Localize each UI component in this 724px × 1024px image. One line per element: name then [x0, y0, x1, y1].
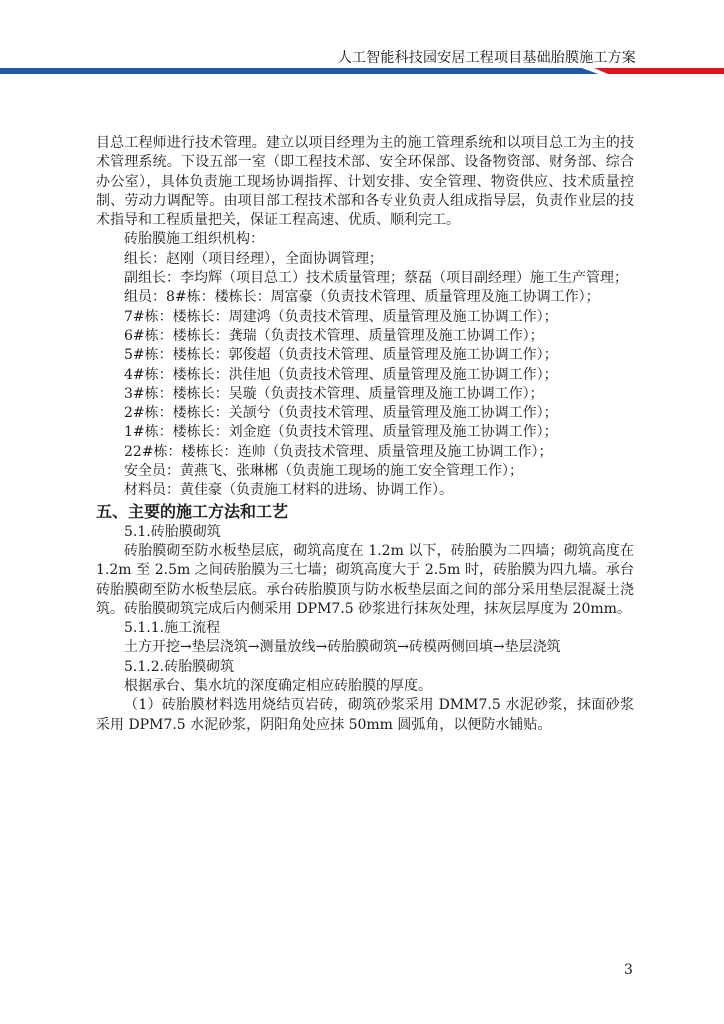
document-header-title: 人工智能科技园安居工程项目基础胎膜施工方案 — [337, 50, 636, 66]
page-number: 3 — [624, 962, 633, 978]
org-line-safety: 安全员：黄燕飞、张琳郴（负责施工现场的施工安全管理工作）； — [124, 463, 523, 480]
org-line-member-8: 组员：8#栋：楼栋长：周富豪（负责技术管理、质量管理及施工协调工作）； — [124, 289, 600, 306]
org-line-member-2: 2#栋：楼栋长：关颉兮（负责技术管理、质量管理及施工协调工作）； — [124, 405, 558, 422]
org-line-member-4: 4#栋：楼栋长：洪佳旭（负责技术管理、质量管理及施工协调工作）； — [124, 366, 558, 383]
subsection-5-1-2-text-1: 根据承台、集水坑的深度确定相应砖胎膜的厚度。 — [124, 678, 432, 695]
org-line-member-7: 7#栋：楼栋长：周建鸿（负责技术管理、质量管理及施工协调工作）； — [124, 308, 558, 325]
header-divider-bar — [0, 68, 724, 74]
header-bar-red — [594, 68, 724, 74]
section-5-heading: 五、主要的施工方法和工艺 — [96, 501, 289, 521]
org-line-member-6: 6#栋：楼栋长：龚瑞（负责技术管理、质量管理及施工协调工作）； — [124, 327, 544, 344]
org-line-member-5: 5#栋：楼栋长：郭俊超（负责技术管理、质量管理及施工协调工作）； — [124, 347, 558, 364]
org-line-member-3: 3#栋：楼栋长：吴璇（负责技术管理、质量管理及施工协调工作）； — [124, 385, 544, 402]
header-bar-blue — [0, 68, 598, 74]
org-line-materials: 材料员：黄佳豪（负责施工材料的进场、协调工作）。 — [124, 482, 453, 499]
subsection-5-1-2-title: 5.1.2.砖胎膜砌筑 — [124, 658, 235, 675]
subsection-5-1-2-text-2: （1）砖胎膜材料选用烧结页岩砖，砌筑砂浆采用 DMM7.5 水泥砂浆，抹面砂浆采用 DPM7.5 水泥砂浆，阴阳角处应抹 50mm 圆弧角，以便防水铺贴。 — [96, 697, 634, 733]
subsection-5-1-text: 砖胎膜砌至防水板垫层底，砌筑高度在 1.2m 以下，砖胎膜为二四墙；砌筑高度在 1.2m 至 2.5m 之间砖胎膜为三七墙；砌筑高度大于 2.5m 时，砖胎膜为四九墙。承台砖胎膜砌至防水板垫层底。承台砖胎膜顶与防水板垫层面之间的部分采用垫层混凝土浇筑。砖胎膜砌筑完成后内侧采用 DPM7.5 砂浆进行抹灰处理，抹灰层厚度为 20mm。 — [96, 542, 634, 617]
org-line-deputy: 副组长：李均辉（项目总工）技术质量管理；蔡磊（项目副经理）施工生产管理； — [124, 270, 628, 287]
org-line-leader: 组长：赵刚（项目经理），全面协调管理； — [124, 250, 383, 267]
org-structure-title: 砖胎膜施工组织机构： — [124, 231, 264, 248]
org-line-member-1: 1#栋：楼栋长：刘金庭（负责技术管理、质量管理及施工协调工作）； — [124, 424, 558, 441]
org-line-member-22: 22#栋：楼栋长：连帅（负责技术管理、质量管理及施工协调工作）； — [124, 443, 553, 460]
intro-paragraph: 目总工程师进行技术管理。建立以项目经理为主的施工管理系统和以项目总工为主的技术管理系统。下设五部一室（即工程技术部、安全环保部、设备物资部、财务部、综合办公室），具体负责施工现场协调指挥、计划安排、安全管理、物资供应、技术质量控制、劳动力调配等。由项目部工程技术部和各专业负责人组成指导层，负责作业层的技术指导和工程质量把关，保证工程高速、优质、顺利完工。 — [96, 135, 634, 229]
document-body — [96, 134, 634, 735]
subsection-5-1-title: 5.1.砖胎膜砌筑 — [124, 523, 221, 540]
construction-flow: 土方开挖→垫层浇筑→测量放线→砖胎膜砌筑→砖模两侧回填→垫层浇筑 — [124, 639, 561, 656]
subsection-5-1-1-title: 5.1.1.施工流程 — [124, 620, 221, 637]
